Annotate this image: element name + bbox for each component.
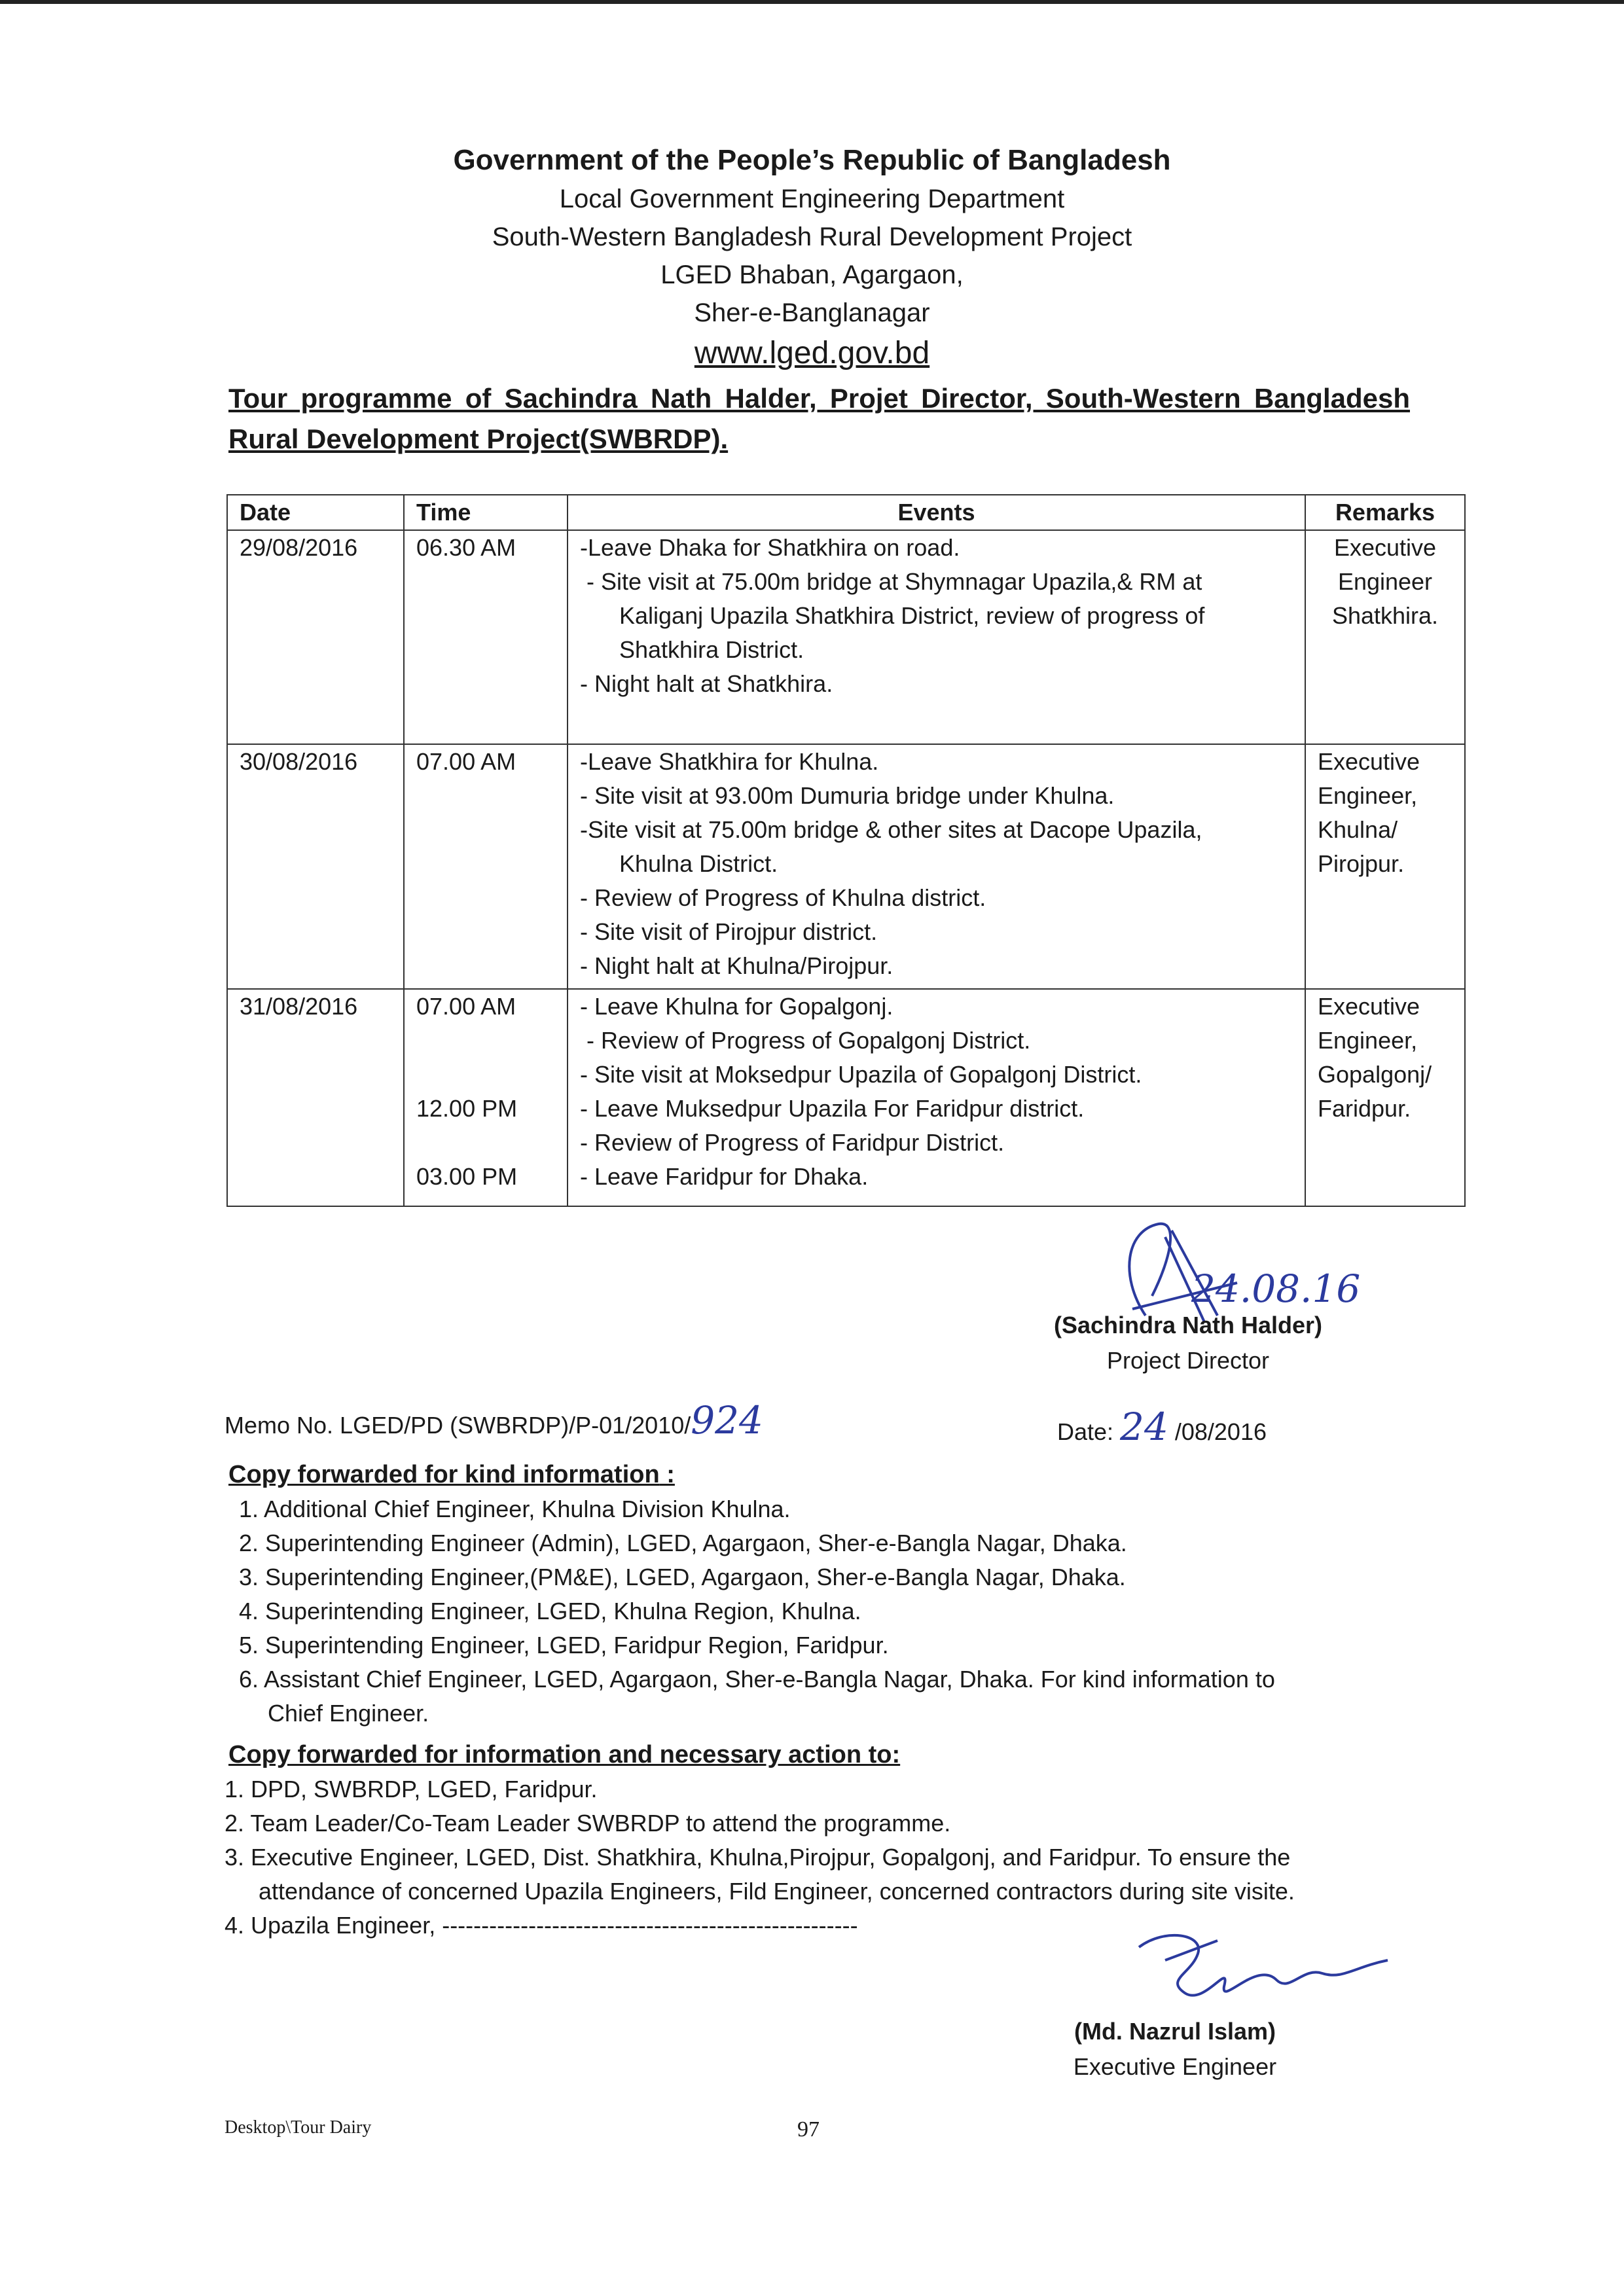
event-line: - Night halt at Shatkhira. <box>580 670 833 697</box>
table-header-row <box>227 495 1465 530</box>
footer-file-path: Desktop\Tour Dairy <box>225 2117 372 2138</box>
letterhead <box>0 141 1624 375</box>
website-link[interactable]: www.lged.gov.bd <box>694 336 930 370</box>
header-time: Time <box>404 495 568 530</box>
event-line: Shatkhira District. <box>619 636 804 663</box>
memo-handwritten-number: 924 <box>691 1398 763 1443</box>
time-spacer <box>416 1024 555 1058</box>
list-item-continuation: attendance of concerned Upazila Engineers, Fild Engineer, concerned contractors during site visite. <box>259 1878 1295 1905</box>
list-item-continuation: Chief Engineer. <box>268 1700 429 1727</box>
memo-label: Memo No. LGED/PD (SWBRDP)/P-01/2010/ <box>225 1412 691 1439</box>
time-cell <box>404 530 568 744</box>
government-name: Government of the People’s Republic of Bangladesh <box>453 144 1171 176</box>
top-border <box>0 0 1624 4</box>
memo-date-suffix: /08/2016 <box>1168 1418 1267 1445</box>
time-cell <box>404 989 568 1206</box>
event-line: - Review of Progress of Gopalgonj District. <box>586 1027 1031 1054</box>
address-line-2: Sher-e-Banglanagar <box>694 298 930 327</box>
copy-action-list <box>225 1772 1295 1943</box>
table-row <box>227 530 1465 744</box>
event-line: Khulna District. <box>619 850 778 877</box>
list-item: 4. Superintending Engineer, LGED, Khulna Region, Khulna. <box>239 1598 861 1624</box>
copy-info-heading-text: Copy forwarded for kind information <box>228 1461 660 1488</box>
signatory-name: (Md. Nazrul Islam) <box>1074 2018 1276 2045</box>
event-line: - Review of Progress of Faridpur District. <box>580 1129 1005 1156</box>
time-spacer <box>416 1058 555 1092</box>
time-cell <box>404 744 568 989</box>
event-line: - Review of Progress of Khulna district. <box>580 884 986 911</box>
memo-number <box>225 1398 763 1445</box>
document-title: Tour programme of Sachindra Nath Halder, Projet Director, South-Western Bangladesh Rural Development Project(SWBRDP). <box>228 383 1410 454</box>
list-item: 4. Upazila Engineer, ----------------------------------------------------- <box>225 1912 858 1939</box>
project-name: South-Western Bangladesh Rural Development Project <box>492 223 1132 251</box>
time-value: 03.00 PM <box>416 1163 518 1190</box>
list-item: 3. Superintending Engineer,(PM&E), LGED, Agargaon, Sher-e-Bangla Nagar, Dhaka. <box>239 1564 1126 1590</box>
event-line: -Leave Shatkhira for Khulna. <box>580 748 879 775</box>
event-line: - Night halt at Khulna/Pirojpur. <box>580 952 893 979</box>
department-name: Local Government Engineering Department <box>559 185 1065 213</box>
list-item: 5. Superintending Engineer, LGED, Faridpur Region, Faridpur. <box>239 1632 889 1659</box>
table-row <box>227 989 1465 1206</box>
date-cell: 31/08/2016 <box>227 989 404 1206</box>
signatory-designation: Executive Engineer <box>1073 2053 1277 2080</box>
list-item: 2. Team Leader/Co-Team Leader SWBRDP to attend the programme. <box>225 1810 951 1837</box>
event-line: Kaliganj Upazila Shatkhira District, review of progress of <box>619 602 1205 629</box>
event-line: - Leave Muksedpur Upazila For Faridpur district. <box>580 1095 1085 1122</box>
header-events: Events <box>568 495 1305 530</box>
time-value: 07.00 AM <box>416 993 516 1020</box>
list-item: 6. Assistant Chief Engineer, LGED, Agargaon, Sher-e-Bangla Nagar, Dhaka. For kind information to <box>239 1666 1275 1693</box>
header-date: Date <box>227 495 404 530</box>
list-item: 1. Additional Chief Engineer, Khulna Division Khulna. <box>239 1496 791 1522</box>
events-cell <box>568 989 1305 1206</box>
memo-handwritten-day: 24 <box>1120 1405 1168 1449</box>
event-line: - Site visit at 93.00m Dumuria bridge under Khulna. <box>580 782 1115 809</box>
remarks-cell: Executive Engineer, Gopalgonj/ Faridpur. <box>1305 989 1465 1206</box>
signature-block-ee <box>1024 2014 1326 2085</box>
memo-date <box>1057 1407 1267 1452</box>
date-cell: 30/08/2016 <box>227 744 404 989</box>
remarks-cell: Executive Engineer Shatkhira. <box>1305 530 1465 744</box>
events-cell <box>568 530 1305 744</box>
event-line: - Leave Khulna for Gopalgonj. <box>580 993 893 1020</box>
date-cell: 29/08/2016 <box>227 530 404 744</box>
header-remarks: Remarks <box>1305 495 1465 530</box>
event-line: -Leave Dhaka for Shatkhira on road. <box>580 534 960 561</box>
time-value: 12.00 PM <box>416 1095 518 1122</box>
copy-action-heading: Copy forwarded for information and necessary action to: <box>228 1741 901 1768</box>
time-spacer <box>416 1126 555 1160</box>
event-line: - Site visit at 75.00m bridge at Shymnagar Upazila,& RM at <box>586 568 1202 595</box>
address-line-1: LGED Bhaban, Agargaon, <box>660 260 964 289</box>
copy-info-heading <box>228 1458 675 1492</box>
signature-date: 24.08.16 <box>1191 1266 1361 1311</box>
copy-info-list <box>239 1492 1275 1731</box>
events-cell <box>568 744 1305 989</box>
list-item: 3. Executive Engineer, LGED, Dist. Shatkhira, Khulna,Pirojpur, Gopalgonj, and Faridpur. To ensure the <box>225 1844 1291 1871</box>
signature-scribble <box>1126 1921 1401 2019</box>
list-item: 2. Superintending Engineer (Admin), LGED, Agargaon, Sher-e-Bangla Nagar, Dhaka. <box>239 1530 1127 1556</box>
memo-date-label: Date: <box>1057 1418 1121 1445</box>
signature-block-pd <box>1021 1308 1355 1378</box>
event-line: -Site visit at 75.00m bridge & other sites at Dacope Upazila, <box>580 816 1202 843</box>
signatory-designation: Project Director <box>1106 1347 1270 1374</box>
time-value: 06.30 AM <box>416 534 516 561</box>
list-item: 1. DPD, SWBRDP, LGED, Faridpur. <box>225 1776 598 1803</box>
remarks-cell: Executive Engineer, Khulna/ Pirojpur. <box>1305 744 1465 989</box>
signatory-name: (Sachindra Nath Halder) <box>1053 1312 1323 1338</box>
event-line: - Site visit of Pirojpur district. <box>580 918 878 945</box>
table-row <box>227 744 1465 989</box>
time-value: 07.00 AM <box>416 748 516 775</box>
event-line: - Leave Faridpur for Dhaka. <box>580 1163 869 1190</box>
tour-table <box>226 494 1466 1207</box>
page-number: 97 <box>797 2117 820 2142</box>
event-line: - Site visit at Moksedpur Upazila of Gopalgonj District. <box>580 1061 1142 1088</box>
copy-info-heading-suffix: : <box>659 1461 675 1488</box>
